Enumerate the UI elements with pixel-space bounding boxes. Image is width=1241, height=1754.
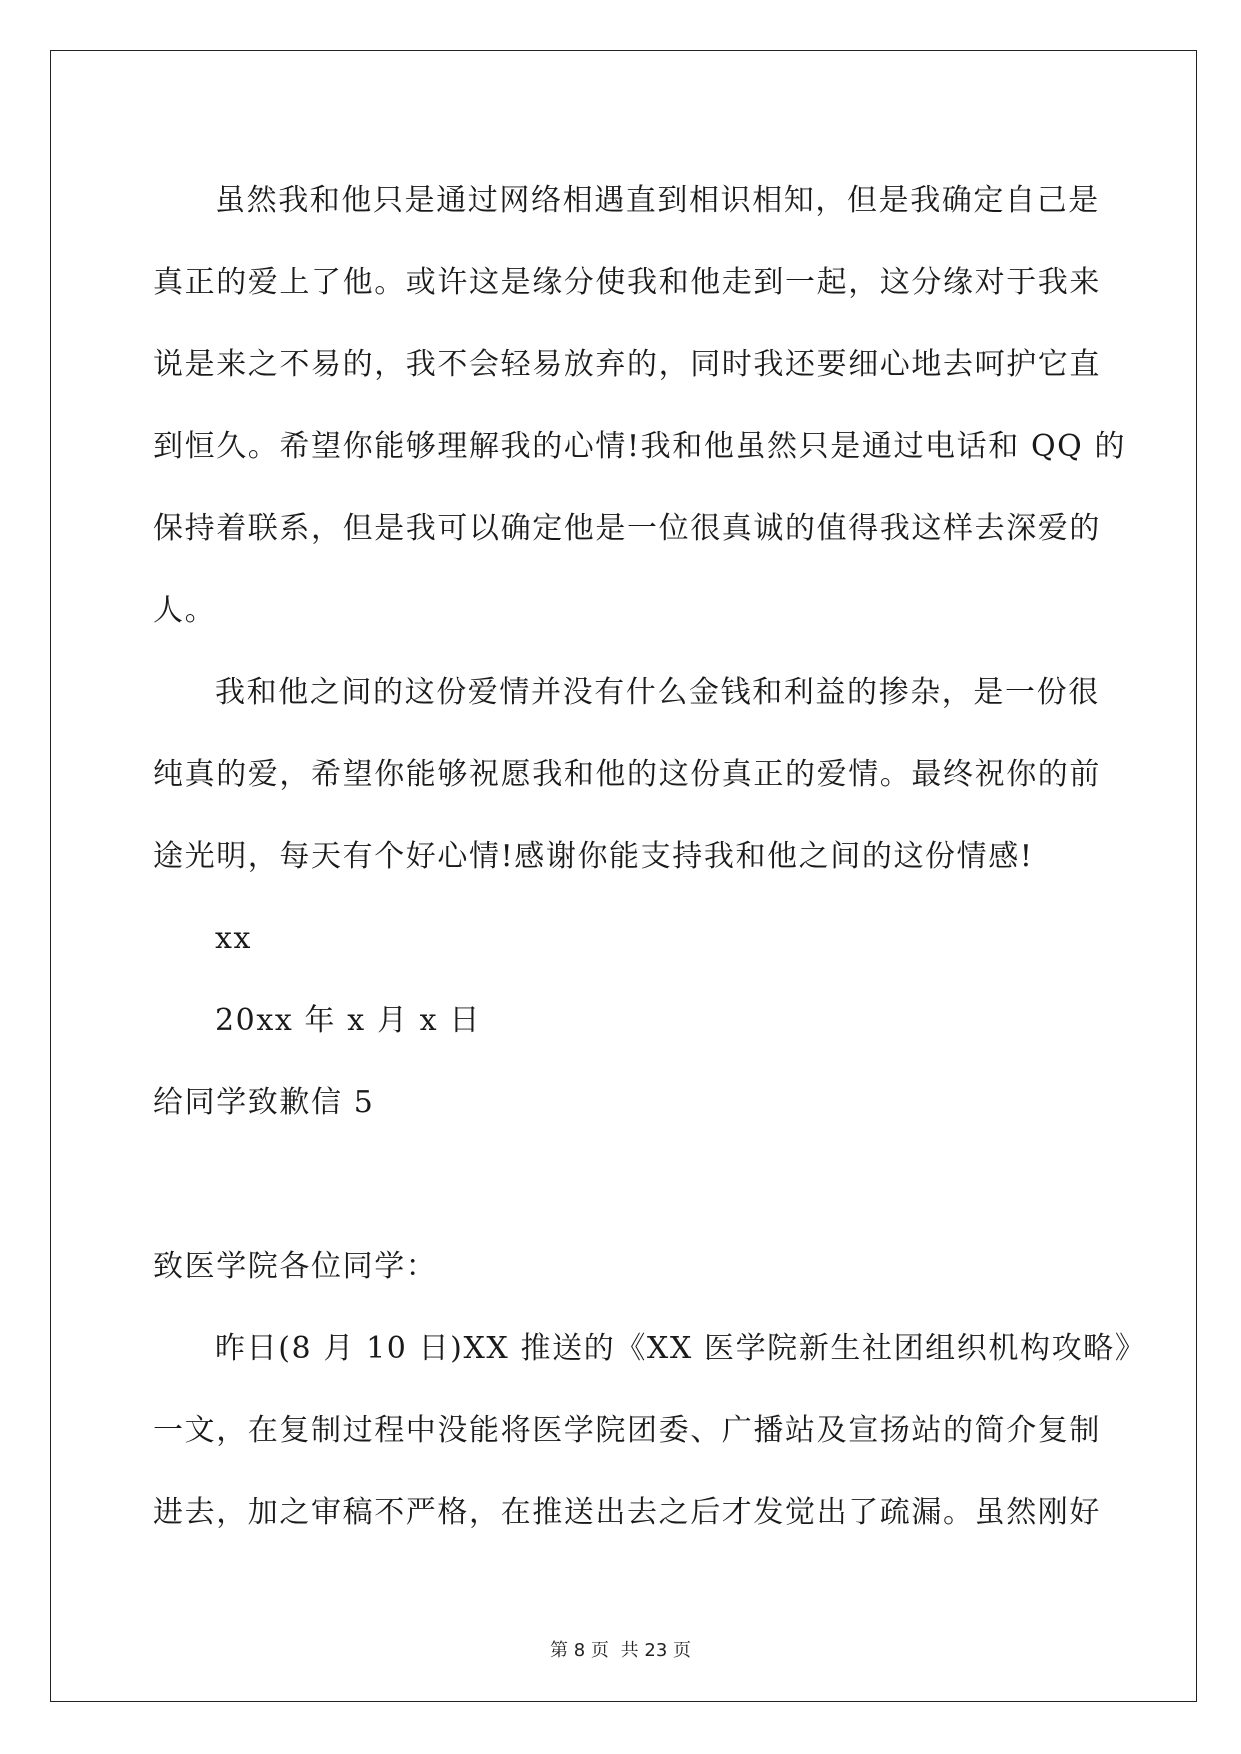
- text-line: 途光明，每天有个好心情!感谢你能支持我和他之间的这份情感!: [153, 839, 1034, 874]
- document-body: [153, 160, 1147, 1554]
- text-line: 纯真的爱，希望你能够祝愿我和他的这份真正的爱情。最终祝你的前: [153, 757, 1101, 792]
- page-footer: [0, 1636, 1241, 1662]
- paragraph: [153, 1308, 1147, 1554]
- text-line: 一文，在复制过程中没能将医学院团委、广播站及宣扬站的简介复制: [153, 1413, 1101, 1448]
- paragraph: [153, 160, 1127, 652]
- text-line: 保持着联系，但是我可以确定他是一位很真诚的值得我这样去深爱的: [153, 511, 1101, 546]
- text-line: 真正的爱上了他。或许这是缘分使我和他走到一起，这分缘对于我来: [153, 265, 1101, 300]
- spacer: [153, 1144, 1093, 1226]
- salutation: 致医学院各位同学：: [153, 1249, 438, 1284]
- text-line: 到恒久。希望你能够理解我的心情!我和他虽然只是通过电话和 QQ 的: [153, 429, 1127, 464]
- text-line: 虽然我和他只是通过网络相遇直到相识相知，但是我确定自己是: [215, 183, 1100, 218]
- text-line: 我和他之间的这份爱情并没有什么金钱和利益的掺杂，是一份很: [215, 675, 1100, 710]
- paragraph: [153, 652, 1101, 898]
- text-line: 昨日(8 月 10 日)XX 推送的《XX 医学院新生社团组织机构攻略》: [215, 1331, 1147, 1366]
- text-line: 进去，加之审稿不严格，在推送出去之后才发觉出了疏漏。虽然刚好: [153, 1495, 1101, 1530]
- signature: xx: [215, 921, 253, 956]
- date: 20xx 年 x 月 x 日: [215, 1003, 481, 1038]
- page-number: 第 8 页: [550, 1640, 609, 1661]
- section-title: 给同学致歉信 5: [153, 1085, 375, 1120]
- text-line: 人。: [153, 593, 217, 628]
- text-line: 说是来之不易的，我不会轻易放弃的，同时我还要细心地去呵护它直: [153, 347, 1101, 382]
- page-total: 共 23 页: [620, 1640, 691, 1661]
